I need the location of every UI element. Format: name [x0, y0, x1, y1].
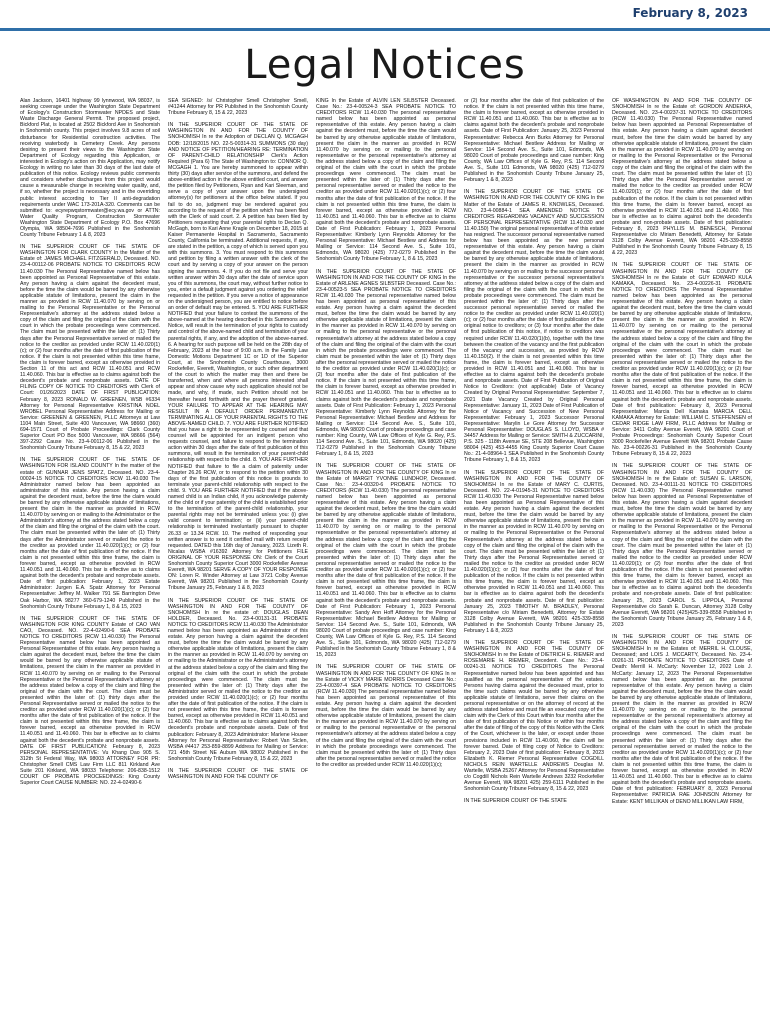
page-header: [0, 0, 770, 30]
notice-text: OF WASHINGTON IN AND FOR THE COUNTY OF SNOHOMISH In re the Estate of: GORDON ANDERKA, Deceased. NO. 23-4-00237-31 NOTICE TO CREDITORS (RCW 11.40.030) The Personal Representative named below has been appointed as Personal Representative of this estate. Any person having a claim against decedent must, before the time the claim would be barred by any otherwise applicable statute of limitations, present the claim in the manner as provided in RCW 11.40.070 by serving on or mailing to the Personal Representative or the Personal Representative's attorney at the address stated below a copy of the claim and filing the original of the claim with the court. The claim must be presented within the later of: (1) Thirty days after the Personal Representative served or mailed the notice to the creditor as provided under RCW 11.40.020(1); or (2) four months after the date of first publication of the notice. If the claim is not presented within this time frame, the claim is forever barred, except as otherwise provided in RCW 11.40.051 and 11.40.060. This bar is effective as to claims against both the decedent's probate and non-probate assets. Date of first publication: February 8, 2023 PHYLLIS M. BENESCH, Personal Representative c/o Miriam Benedetti, Attorney for Estate 3128 Colby Avenue Everett, WA 98201 425-339-8558 Published in the Snohomish County Tribune February 8, 15 & 22, 2023: [612, 98, 752, 257]
section-title: Legal Notices: [244, 42, 526, 88]
notice-text: IN THE SUPERIOR COURT OF THE STATE OF WASHINGTON IN AND FOR THE COUNTY OF SNOHOMISH In re the Estate of: GUY EDWARD KULA KAMAKA, Deceased. No. 23-4-00226-31 PROBATE NOTICE TO CREDITORS The Personal Representative named below has been appointed as the personal representative of this estate. Any person having a claim against the decedent must, before the time the claim would be barred by any otherwise applicable statute of limitations, present the claim in the manner as provided in RCW 11.40.070 by serving on or mailing to the personal representative or the personal representative's attorney at the address stated below a copy of the claim and filing the original of the claim with the court in which the probate proceedings were commenced. The claim must be presented within the later of: (1) Thirty days after the personal representative served or mailed the notice to the creditor as provided under RCW 11.40.020(1)(c); or (2) four months after the date of first publication of the notice. If the claim is not presented within this time frame, the claim is forever barred, except as otherwise provided in RCW 11.40.051 and 11.40.060. This bar is effective as to claims against both the decedent's probate and nonprobate assets. Date of first publication: February 8, 2023 Personal Representative: Marcia Dell Kamaka MARCIA DELL KAMAKA Attorney for Estate: WILLIAM C. STEFFENSEN of CEDAR RIDGE LAW FIRM, PLLC Address for Mailing or Service: 3411 Colby Avenue Everett, WA 98201 Court of Probate Proceedings: Snohomish County Superior Court 3000 Rockefeller Avenue Everett WA 98201 Probate Cause No. 23-4-00226-31 Published in the Snohomish County Tribune February 8, 15 & 22, 2023: [612, 262, 752, 458]
notices-columns: [20, 98, 752, 1013]
legal-notice: [464, 189, 604, 463]
notice-text: IN THE SUPERIOR COURT OF THE STATE OF WASHINGTON IN AND FOR THE COUNTY OF SNOHOMISH In re the Estate of: SUSAN E. LARSON, Deceased. NO. 23-4-00111-31 NOTICE TO CREDITORS (RCW 11.40.030) The Personal Representative named below has been appointed as Personal Representative of this estate. Any person having a claim against decedent must, before the time the claim would be barred by any otherwise applicable statute of limitations, present the claim in the manner as provided in RCW 11.40.070 by serving on or mailing to the Personal Representative or the Personal Representative's attorney at the address stated below a copy of the claim and filing the original of the claim with the court. The claim must be presented within the later of: (1) Thirty days after the Personal Representative served or mailed the notice to the creditor as provided under RCW 11.40.020(1); or (2) four months after the date of first publication of the notice. If the claim is not presented within this time frame, the claim is forever barred, except as otherwise provided in RCW 11.40.051 and 11.40.060. This bar is effective as to claims against both the decedent's probate and non-probate assets. Date of first publication: January 25, 2023 CAROL S. LIPPOLA, Personal Representative c/o Sarah E. Duncan, Attorney 3128 Colby Avenue Everett, WA 98201 (425)425-339-8558 Published in the Snohomish County Tribune January 25, February 1 & 8, 2023: [612, 463, 752, 628]
legal-notice: [612, 262, 752, 457]
legal-notice: [168, 98, 308, 116]
notice-text: IN THE SUPERIOR COURT OF THE STATE OF WASHINGTON IN AND FOR THE COUNTY OF KING In re the Estate of VICKY MARIE MORRIS Deceased Case No.: 23-4-00397-4 SEA PROBATE NOTICE TO CREDITORS (RCW 11.40.030) The personal representative named below has been appointed as personal representative of this estate. Any person having a claim against the decedent must, before the time the claim would be barred by any otherwise applicable statute of limitations, present the claim in the manner as provided in RCW 11.40.070 by serving on or mailing to the personal representative or the personal representative's attorney at the address stated below a copy of the claim and filing the original of the claim with the court in which the probate proceedings were commenced. The claim must be presented within the later of: (1) Thirty days after the personal representative served or mailed the notice to the creditor as provided under RCW 11.40.020(1)(c);: [316, 664, 456, 768]
notice-text: IN THE SUPERIOR COURT OF THE STATE OF WASHINGTON FOR ISLAND COUNTY In the matter of the estate of: GUNNAR JENS SPATZ, Deceased. NO. 23-4-00024-15 NOTICE TO CREDITORS RCW 11.40.030 The Administrator named below has been appointed as administrator of this estate. Any person having a claim against the decedent must, before the time the claim would be barred by any otherwise applicable statute of limitations, present the claim in the manner as provided in RCW 11.40.070 by serving on or mailing to the Administrator or the Administrator's attorney at the address stated below a copy of the claim and filing the original of the claim with the court. The claim must be presented within the later of: (1) Thirty days after the Administrator served or mailed the notice to the creditor as provided under 11.40.020(1)(c); or (2) four months after the date of first publication of the notice. If the claim is not presented within this time frame, the claim is forever barred, except as otherwise provided in RCW 11.40.051 and 11.40.060. This bar is effective as to claims against both the decedent's probate and nonprobate assets. Date of first publication: February 1, 2023 Estate Administrator: Jurgen E.A. Spatz Attorney for Personal Representative: Jeffrey M. Walker 791 SE Barrington Drive Oak Harbor, WA 98277 360-679-1240 Published in the Snohomish County Tribune February 1, 8 & 15, 2023: [20, 457, 160, 610]
legal-notice: [464, 798, 604, 804]
legal-notice: [20, 98, 160, 238]
notice-text: SEA SIGNED: /s/ Christopher Smell Christopher Smell, #41244 Attorney for PR Published in the Snohomish County Tribune February 8, 15 & 22, 2023: [168, 98, 308, 117]
notice-column-2: [168, 98, 308, 1013]
legal-notice: [20, 457, 160, 609]
notice-column-4: [464, 98, 604, 1013]
notice-text: IN THE SUPERIOR COURT OF THE STATE OF WASHINGTON FOR CLARK COUNTY In the Matter of the Estate of: JAMES MICHAEL FITZGERALD, Deceased. NO. 23-4-00112-06 PROBATE NOTICE TO CREDITORS RCW 11.40.030 The Personal Representative named below has been appointed as Personal Representative of this estate. Any person having a claim against the decedent must, before the time the claim would be barred by any otherwise applicable statute of limitations, present the claim in the manner as provided in RCW 11.40.070 by serving on or mailing to the Personal Representative or the Personal Representative's attorney at the address stated below a copy of the claim and filing the original of the claim with the court in which the probate proceedings were commenced. The claim must be presented within the later of: (1) Thirty days after the Personal Representative served or mailed the notice to the creditor as provided under RCW 11.40.020(1)(c); or (2) four months after the date of first publication of the notice. If the claim is not presented within this time frame, the claim is forever barred, except as otherwise provided in Section 11 of this act and RCW 11.40.051 and RCW 11.40.060. This bar is effective as to claims against both the decedent's probate and nonprobate assets. DATE OF FILING COPY OF NOTICE TO CREDITORS with Clerk of Court: 01/26/2023 DATE OF FIRST PUBLICATION: February 8, 2023 RONALD W. GREENEN, WSB #6334 Attorney for Personal Representative KRISTINA NOEL WROBEL Personal Representative Address for Mailing or Service: GREENEN & GREENEN, PLLC Attorneys at Law 1104 Main Street, Suite 400 Vancouver, WA 98660 (360) 694-1571 Court of Probate Proceedings: Clark County Superior Court PO Box 5000 Vancouver, WA 98666 (564) 397-2292 Cause No. 23-4-00112-06 Published in the Snohomish County Tribune February 8, 15 & 22, 2023: [20, 244, 160, 452]
legal-notice: [612, 463, 752, 628]
legal-notice: [168, 598, 308, 763]
issue-date: February 8, 2023: [632, 6, 748, 20]
notice-text: IN THE SUPERIOR COURT OF THE STATE OF WASHINGTON IN AND FOR THE COUNTY OF KING In the Matter of the Estate of JAMES R. KNOWLES, Deceased. NO. 23-4-00884-1 SEA AMENDED NOTICE TO CREDITORS REGARDING VACANCY AND SUCCESSION OF PERSONAL REPRESENTATIVE (RCW 11.40.030 and 11.40.150) The original personal representative of this estate has resigned. The successor personal representative named below has been appointed as the new personal representative of this estate. Any person having a claim against the decedent must, before the time the claim would be barred by any otherwise applicable statute of limitations, present the claim in the manner as provided in RCW 11.40.070 by serving on or mailing to the successor personal representative or the successor personal representative's attorney at the address stated below a copy of the claim and filing the original of the claim with the court in which the probate proceedings were commenced. The claim must be presented within the later of: (1) Thirty days after the successor personal representative served or mailed the notice to the creditor as provided under RCW 11.40.020(1)(c); or (2) four months after the date of first publication of the original notice to creditors; or (3) four months after the date of first publication of this notice, if notice to creditors was required under RCW 11.40.020(1)(b), together with the time between the creation of the vacancy and the first publication of the vacancy and succession, as provided by RCW 11.40.150(2). If the claim is not presented within this time frame, the claim is forever barred, except as otherwise provided in RCW 11.40.051 and 11.40.060. This bar is effective as to claims against both the decedent's probate and nonprobate assets. Date of First Publication of Original Notice to Creditors: (not applicable) Date of Vacancy Created by Original Personal Representative: September 7, 2021 Date Vacancy Created by Original Personal Representative: January 11, 2023 Date of First Publication of Notice of Vacancy and Succession of New Personal Representative: February 1, 2023 Successor Personal Representative: Marylin Le Gore Attorney for Successor Personal Representative: DOUGLAS S. LLOYD, WSBA # 34457 Address for Mailing or Service: SMITH & ZUCCARINI, P.S. 325 - 118th Avenue SE, STE 208 Bellevue, Washington 98004 (425) 453-4455 King County Superior Court Cause No.: 21-4-08964-1 SEA Published in the Snohomish County Tribune February 1, 8 & 15, 2023: [464, 189, 604, 464]
legal-notice: [316, 664, 456, 768]
legal-notice: [316, 98, 456, 263]
notice-text: IN THE SUPERIOR COURT OF THE STATE OF WASHINGTON FOR KING COUNTY Estate of CAO VAN CAO, Deceased. NO. 22-4-02490-6 SEA PROBATE NOTICE TO CREDITORS (RCW 11.40.030) The Personal Representative named below has been appointed as Personal Representative of this estate. Any person having a claim against the decedent must, before the time the claim would be barred by any otherwise applicable statute of limitations, present the claim in the manner as provided in RCW 11.40.070 by serving on or mailing to the Personal Representative or the Personal Representative's attorney at the address stated below a copy of the claim and filing the original of the claim with the court. The claim must be presented within the later of: (1) thirty days after the Personal Representative served or mailed the notice to the creditor as provided under RCW 11.40.020(1)(c); or (2) four months after the date of first publication of the notice. If the claim is not presented within this time frame, the claim is forever barred, except as otherwise provided in RCW 11.40.051 and 11.40.060. This bar is effective as to claims against both the decedent's probate and nonprobate assets. DATE OF FIRST PUBLICATION: February 8, 2023 PERSONAL REPRESENTATIVE: Vu Khang Dao 905 S. 312th St Federal Way, WA 98003 ATTORNEY FOR PR: Christopher Smell CMS Law Firm LLC 811 Kirkland Ave Suite 201 Kirkland, WA 98033 Telephone: 206-838-1512 COURT OF PROBATE PROCEEDINGS: King County Superior Court CAUSE NUMBER: NO. 22-4-02490-6: [20, 615, 160, 787]
notice-text: IN THE SUPERIOR COURT OF THE STATE OF WASHINGTON IN AND FOR THE COUNTY OF SNOHOMISH In re the Estates of: MERRIL H. CLOUSE, Deceased; and LOIS J. MCCARTY, Deceased. No. 23-4-00261-31 PROBATE NOTICE TO CREDITORS Date of Death: Merrill H. McCarty: November 12, 2022 Lois J. McCarty: January 12, 2023 The Personal Representative named below has been appointed as the personal representative of this estate. Any person having a claim against the decedent must, before the time the claim would be barred by any otherwise applicable statute of limitations, present the claim in the manner as provided in RCW 11.40.070 by serving on or mailing to the personal representative or the personal representative's attorney at the address stated below a copy of the claim and filing the original of the claim with the court in which the probate proceedings were commenced. The claim must be presented within the later of: (1) Thirty days after the personal representative served or mailed the notice to the creditor as provided under RCW 11.40.020(1)(c); or (2) four months after the date of first publication of the notice. If the claim is not presented within this time frame, the claim is forever barred, except as otherwise provided in RCW 11.40.051 and 11.40.060. This bar is effective as to claims against both the decedent's probate and nonprobate assets. Date of first publication: FEBRUARY 8, 2023 Personal Representative: PATRICIA RAE JOHNSON Attorney for Estate: KENT MILLIKAN of DENO MILLIKAN LAW FIRM,: [612, 633, 752, 805]
legal-notice: [316, 463, 456, 658]
notice-text: IN THE SUPERIOR COURT OF THE STATE: [464, 798, 567, 805]
notice-text: IN THE SUPERIOR COURT OF THE STATE OF WASHINGTON IN AND FOR THE COUNTY OF KING In the Estate of ARLENE AGNES SILBSTER Deceased. Case No.: 23-4-00523-5 SEA PROBATE NOTICE TO CREDITORS RCW 11.40.030 The personal representative named below has been appointed as personal representative of this estate. Any person having a claim against the decedent must, before the time the claim would be barred by any otherwise applicable statute of limitations, present the claim in the manner as provided in RCW 11.40.070 by serving on or mailing to the personal representative or the personal representative's attorney at the address stated below a copy of the claim and filing the original of the claim with the court in which the probate proceedings were commenced. The claim must be presented within the later of: (1) Thirty days after the personal representative served or mailed the notice to the creditor as provided under RCW 11.40.020(1)(c); or (2) four months after the date of first publication of the notice. If the claim is not presented within this time frame, the claim is forever barred, except as otherwise provided in RCW 11.40.051 and 11.40.060. This bar is effective as to claims against both the decedent's probate and nonprobate assets. Date of First Publication: February 1, 2023 Personal Representative: Kimberly Lynn Reynolds Attorney for the Personal Representative: Michael Bestlew and Address for Mailing or Service: 114 Second Ave. S., Suite 101, Edmonds, WA 98020 Court of probate proceedings and case number: King County, WA Law Offices of Kyle G. Rey, P.S. 114 Second Ave. S., Suite 101, Edmonds, WA 98020 (425) 712-0279 Published in the Snohomish County Tribune February 1, 8 & 15, 2023: [316, 268, 456, 458]
notice-text: KING In the Estate of ALVIN LEN SILBSTER Deceased. Case No.: 23-4-00524-3 SEA PROBATE NOTICE TO CREDITORS RCW 11.40.030 The personal representative named below has been appointed as personal representative of this estate. Any person having a claim against the decedent must, before the time the claim would be barred by any otherwise applicable statute of limitations, present the claim in the manner as provided in RCW 11.40.070 by serving on or mailing to the personal representative or the personal representative's attorney at the address stated below a copy of the claim and filing the original of the claim with the court in which the probate proceedings were commenced. The claim must be presented within the later of: (1) Thirty days after the personal representative served or mailed the notice to the creditor as provided under RCW 11.40.020(1)(c); or (2) four months after the date of first publication of the notice. If the claim is not presented within this time frame, the claim is forever barred, except as otherwise provided in RCW 11.40.051 and 11.40.060. This bar is effective as to claims against both the decedent's probate and nonprobate assets. Date of First Publication: February 1, 2023 Personal Representative: Kimberly Lynn Reynolds Attorney for the Personal Representative: Michael Bestlew and Address for Mailing or Service: 114 Second Ave. S., Suite 101, Edmonds, WA 98020 (425) 772-0279 Published in the Snohomish County Tribune February 1, 8 & 15, 2023: [316, 98, 456, 263]
legal-notice: [20, 244, 160, 451]
legal-notice: [316, 269, 456, 458]
notice-column-1: [20, 98, 160, 1013]
legal-notice: [20, 616, 160, 787]
legal-notice: [168, 768, 308, 780]
notice-text: IN THE SUPERIOR COURT OF THE STATE OF WASHINGTON IN AND FOR THE COUNTY OF SNOHOMISH In re the Estate of DIETRICH E. RIEMER and ROSEMARIE H. RIEMER, Decedent. Case No.: 23-4-00241-31 NOTICE TO CREDITORS The Personal Representative named below has been appointed and has qualified as the personal representative of the estates. Persons having claims against the deceased must, prior to the time such claims would be barred by any otherwise applicable statute of limitations, serve their claims on the personal representative or on the attorney of record at the address stated below and must file an executed copy of the claim with the Clerk of this Court within four months after the date of first publication of this Notice or within four months after the date of filing of the copy of this Notice with the Clerk of the Court, whichever is the later, or except under those provisions included in RCW 11.40.060, the claim will be forever barred. Date of filing copy of Notice to Creditors: February 2, 2023 Date of first publication: February 8, 2023 Elizabeth K. Riemer Personal Representative COGDILL NICHOLS REIN WARTELLE ANDREWS Douglas M. Wartelle, WSBA 25267 Attorney for Personal Representative c/o Cogdill Nichols Rein Wartelle Andrews 3232 Rockefeller Avenue Everett, WA 98201 425) 259-6111 Published in the Snohomish County Tribune February 8, 15 & 22, 2023: [464, 640, 604, 793]
notice-text: IN THE SUPERIOR COURT OF THE STATE OF WASHINGTON IN AND FOR THE COUNTY OF SNOHOMISH In re the Adoption of DECLAN Q. MCGAGH DOB: 12/18/2015 NO. 22-5-00314-31 SUMMONS (30 day) AND NOTICE OF PETITION/HEARING RE: TERMINATION OF PARENT-CHILD RELATIONSHIP Clerk's Action Required (Para 6) The State of Washington to: CONNOR Q. MCGAGH 1. You are hereby summoned to appear within thirty (30) days after service of the summons, and defend the above-entitled action in the above entitled court, and answer the petition filed by Petitioners, Ryan and Kari Sleeman, and serve a copy of your answer upon the undersigned attorney(s) for petitioners at the office below stated. If you fail to do so, judgment may be rendered against you according to the request of the petition which has been filed with the Clerk of said court. 2. A petition has been filed by Petitioners requesting that your parental rights to Declan Q. McGagh, born to Kari Anne Kragle on December 18, 2015 at Kaiser Permanente Hospital in Sacramento, Sacramento County, California be terminated. Additional requests, if any, are stated in the petition, a copy of which is served upon you with this summons. 3. You must respond to this summons and petition by filing a written answer with the clerk of the court and by serving a copy of your answer on the person signing the summons. 4. If you do not file and serve your written answer within 30 days after the date of service upon you of this summons, the court may, without further notice to you, enter a default judgment against you ordering the relief requested in the petition. If you serve a notice of appearance on the undersigned person, you are entitled to notice before an order of default may be entered. 5. YOU ARE FURTHER NOTIFIED that your failure to contest the summons of the above-named at the hearing described in this Summons and Notice, will result in the termination of your rights to custody and control of the above-named child and termination of your parental rights, if any, and the adoption of the above-named. 6. A hearing for such purpose will be held on the 28th day of February, 2023 at the hour of 9:00 a.m. in the Family Law Domestic Motions Department 1C or 1D of the Superior Court, at the Snohomish County Courthouse, 3000 Rockefeller, Everett, Washington, or such other department of the court to which the matter may then and there be transferred, when and where all persons interested shall appear and show cause why such application should not be made, and why, if made, such Petition should not be thereafter heard forthwith and the prayer thereof granted. YOUR FAILURE TO APPEAR AT THE HEARING MAY RESULT IN A DEFAULT ORDER PERMANENTLY TERMINATING ALL OF YOUR PARENTAL RIGHTS TO THE ABOVE-NAMED CHILD. 7. YOU ARE FURTHER NOTIFIED that you have a right to be represented by counsel and that counsel will be appointed for an indigent person who requests counsel, and failure to respond to the termination action within 30 days after the date of first publication of this summons, will result in the termination of your parent-child relationship with respect to the child. 8. YOU ARE FURTHER NOTIFIED that failure to file a claim of paternity under Chapter 26.26 RCW, or to respond to the petition within 30 days of the first publication of this notice is grounds to terminate your parent-child relationship with respect to the child. 9. YOU ARE FURTHER NOTIFIED that if the above-named child is an Indian child, if you acknowledge paternity of the child or if your paternity of the child is established prior to the termination of the parent-child relationship, your parental rights may not be terminated unless you: (i) give valid consent to termination; or (ii) your parent-child relationship is terminated involuntarily pursuant to chapter 26.33 or 13.34 RCW. 10. The method of responding your written answer is to send it certified mail with return receipt requested. DATED this 16th day of January, 2023. Lizeth R. Nicalas WSBA #16392 Attorney for Petitioners FILE ORIGINAL OF YOUR RESPONSE ON: Clerk of the Court Snohomish County Superior Court 3000 Rockefeller Avenue Everett, WA 98201 SERVE A COPY OF YOUR RESPONSE ON: Loren R. Winder Attorney at Law 3721 Colby Avenue Everett, WA 98201 Published in the Snohomish County Tribune January 25, February 1 & 8, 2023: [168, 122, 308, 592]
notice-text: IN THE SUPERIOR COURT OF THE STATE OF WASHINGTON IN AND FOR THE COUNTY OF: [168, 768, 308, 781]
notice-text: IN THE SUPERIOR COURT OF THE STATE OF WASHINGTON IN AND FOR THE COUNTY OF KING In re the Estate of MARGIT YVONNE LUNDHOP, Deceased. Case No.: 23-4-00320-6 PROBATE NOTICE TO CREDITORS (RCW 11.40.030) The personal representative named below has been appointed as personal representative of this estate. Any person having a claim against the decedent must, before the time the claim would be barred by any otherwise applicable statute of limitations, present the claim in the manner as provided in RCW 11.40.070 by serving on or mailing to the personal representative or the personal representative's attorney at the address stated below a copy of the claim and filing the original of the claim with the court in which the probate proceedings were commenced. The claim must be presented within the later of: (1) Thirty days after the personal representative served or mailed the notice to the creditor as provided under RCW 11.40.020(1)(c); or (2) four months after the date of first publication of the notice. If the claim is not presented within this time frame, the claim is forever barred, except as otherwise provided in RCW 11.40.051 and 11.40.060. This bar is effective as to claims against both the decedent's probate and nonprobate assets. Date of First Publication: February 1, 2023 Personal Representative: Sandy Ann Hoff Attorney for the Personal Representative: Michael Bestlew Address for Mailing or Service: 114 Second Ave. S., Suite 101, Edmonds, WA 98020 Court of probate proceedings and case number: King County, WA Law Offices of Kyle G. Rey, P.S. 114 Second Ave. S., Suite 101, Edmonds, WA 98020 (425) 712-0279 Published in the Snohomish County Tribune February 1, 8 & 15, 2023: [316, 463, 456, 659]
notice-text: Alan Jackson, 16401 highway 99 lynnwood, WA 98037, is seeking coverage under the Washington State Department of Ecology's Construction Stormwater NPDES and State Waste Discharge General Permit. The proposed project, Bickford Plat, is located at 2502 Bickford Ave in Snohomish in Snohomish county. This project involves 9.8 acres of soil disturbance for Residential construction activities. The receiving waterbody is Cemetery Creek. Any persons desiring to present their views to the Washington State Department of Ecology regarding this Application, or interested in Ecology's action on this Application, may notify Ecology in writing no later than 30 days of the last date of publication of this notice. Ecology reviews public comments and considers whether discharges from this project would cause a measurable change in receiving water quality, and, if so, whether the project is necessary and in the overriding public interest according to Tier II anti-degradation requirements under WAC 173-201A-320. Comments can be submitted to: ecyrepwqstormwater@ecy.wa.gov or ATTN: Water Quality Program, Construction Stormwater Washington State Department of Ecology P.O. Box 47696 Olympia, WA 98504-7696 Published in the Snohomish County Tribune February 1 & 8, 2023: [20, 98, 160, 239]
legal-notice: [612, 634, 752, 805]
legal-notice: [464, 470, 604, 635]
header-rule: [0, 28, 770, 31]
legal-notice: [612, 98, 752, 256]
legal-notice: [464, 640, 604, 792]
notice-column-5: [612, 98, 752, 1013]
legal-notice: [464, 98, 604, 183]
notice-text: IN THE SUPERIOR COURT OF THE STATE OF WASHINGTON IN AND FOR THE COUNTY OF SNOHOMISH In re the Estate of MARY C. CURTIS, Deceased. NO. 22-4-01945-31 NOTICE TO CREDITORS RCW 11.40.030 The Personal Representative named below has been appointed as Personal Representative of this estate. Any person having a claim against the decedent must, before the time the claim would be barred by any otherwise applicable statute of limitations, present the claim in the manner as provided in RCW 11.40.070 by serving on or mailing to the Personal Representative or the Personal Representative's attorney at the address stated below a copy of the claim and filing the original of the claim with the court. The claim must be presented within the later of: (1) Thirty days after the Personal Representative served or mailed the notice to the creditor as provided under RCW 11.40.020(1)(c); or (2) four months after the date of first publication of the notice. If the claim is not presented within this time frame, the claim is forever barred, except as otherwise provided in RCW 11.40.051 and 11.40.060. This bar is effective as to claims against both the decedent's probate and nonprobate assets. Date of first publication: January 25, 2023 TIMOTHY M. BRADLEY, Personal Representative c/o Miriam Benedetti, Attorney for Estate 3128 Colby Avenue Everett, WA 98201 425-339-8558 Published in the Snohomish County Tribune January 25, February 1 & 8, 2023: [464, 469, 604, 634]
notice-text: IN THE SUPERIOR COURT OF THE STATE OF WASHINGTON IN AND FOR THE COUNTY OF SNOHOMISH In re the estate of: DOUGLAS DEAN HOLDER, Deceased. No. 23-4-00131-31 PROBATE NOTICE TO CREDITORS RCW 11.40.030 The Administrator named below has been appointed as Administrator of this estate. Any person having a claim against the decedent must, before the time the claim would be barred by any otherwise applicable statute of limitations, present the claim in the manner as provided in RCW 11.40.070 by serving on or mailing to the Administrator or the Administrator's attorney at the address stated below a copy of the claim and filing the original of the claim with the court in which the probate proceedings were commenced. The claim must be presented within the later of: (1) Thirty days after the Administrator served or mailed the notice to the creditor as provided under RCW 11.40.020(1)(c); or (2) four months after the date of first publication of the notice. If the claim is not presented within this time frame, the claim is forever barred, except as otherwise provided in RCW 11.40.051 and 11.40.060. This bar is effective as to claims against both the decedent's probate and nonprobate assets. Date of first publication: February 8, 2023 Administrator: Marlene Houser Attorney for Personal Representative: Robert Van Siclen, WSBA #4417 253-859-8899 Address for Mailing or Service: 721 45th Street NE Auburn WA 98002 Published in the Snohomish County Tribune February 8, 15 & 22, 2023: [168, 597, 308, 762]
notice-column-3: [316, 98, 456, 1013]
notice-text: or (2) four months after the date of first publication of the notice. If the claim is not presented within this time frame, the claim is forever barred, except as otherwise provided in RCW 11.40.051 and 11.40.060. This bar is effective as to claims against both the decedent's probate and nonprobate assets. Date of First Publication: January 25, 2023 Personal Representative: Rebecca Ann Burks Attorney for Personal Representative: Michael Bestlew Address for Mailing or Service: 114 Second Ave. S., Suite 101, Edmonds, WA 98020 Court of probate proceedings and case number: King County, WA Law Offices of Kyle G. Rey, P.S. 114 Second Ave. S., Suite 101 Edmonds, WA 98020 (425) 712-0279 Published in the Snohomish County Tribune January 25, February 1 & 8, 2023: [464, 98, 604, 184]
legal-notice: [168, 122, 308, 591]
